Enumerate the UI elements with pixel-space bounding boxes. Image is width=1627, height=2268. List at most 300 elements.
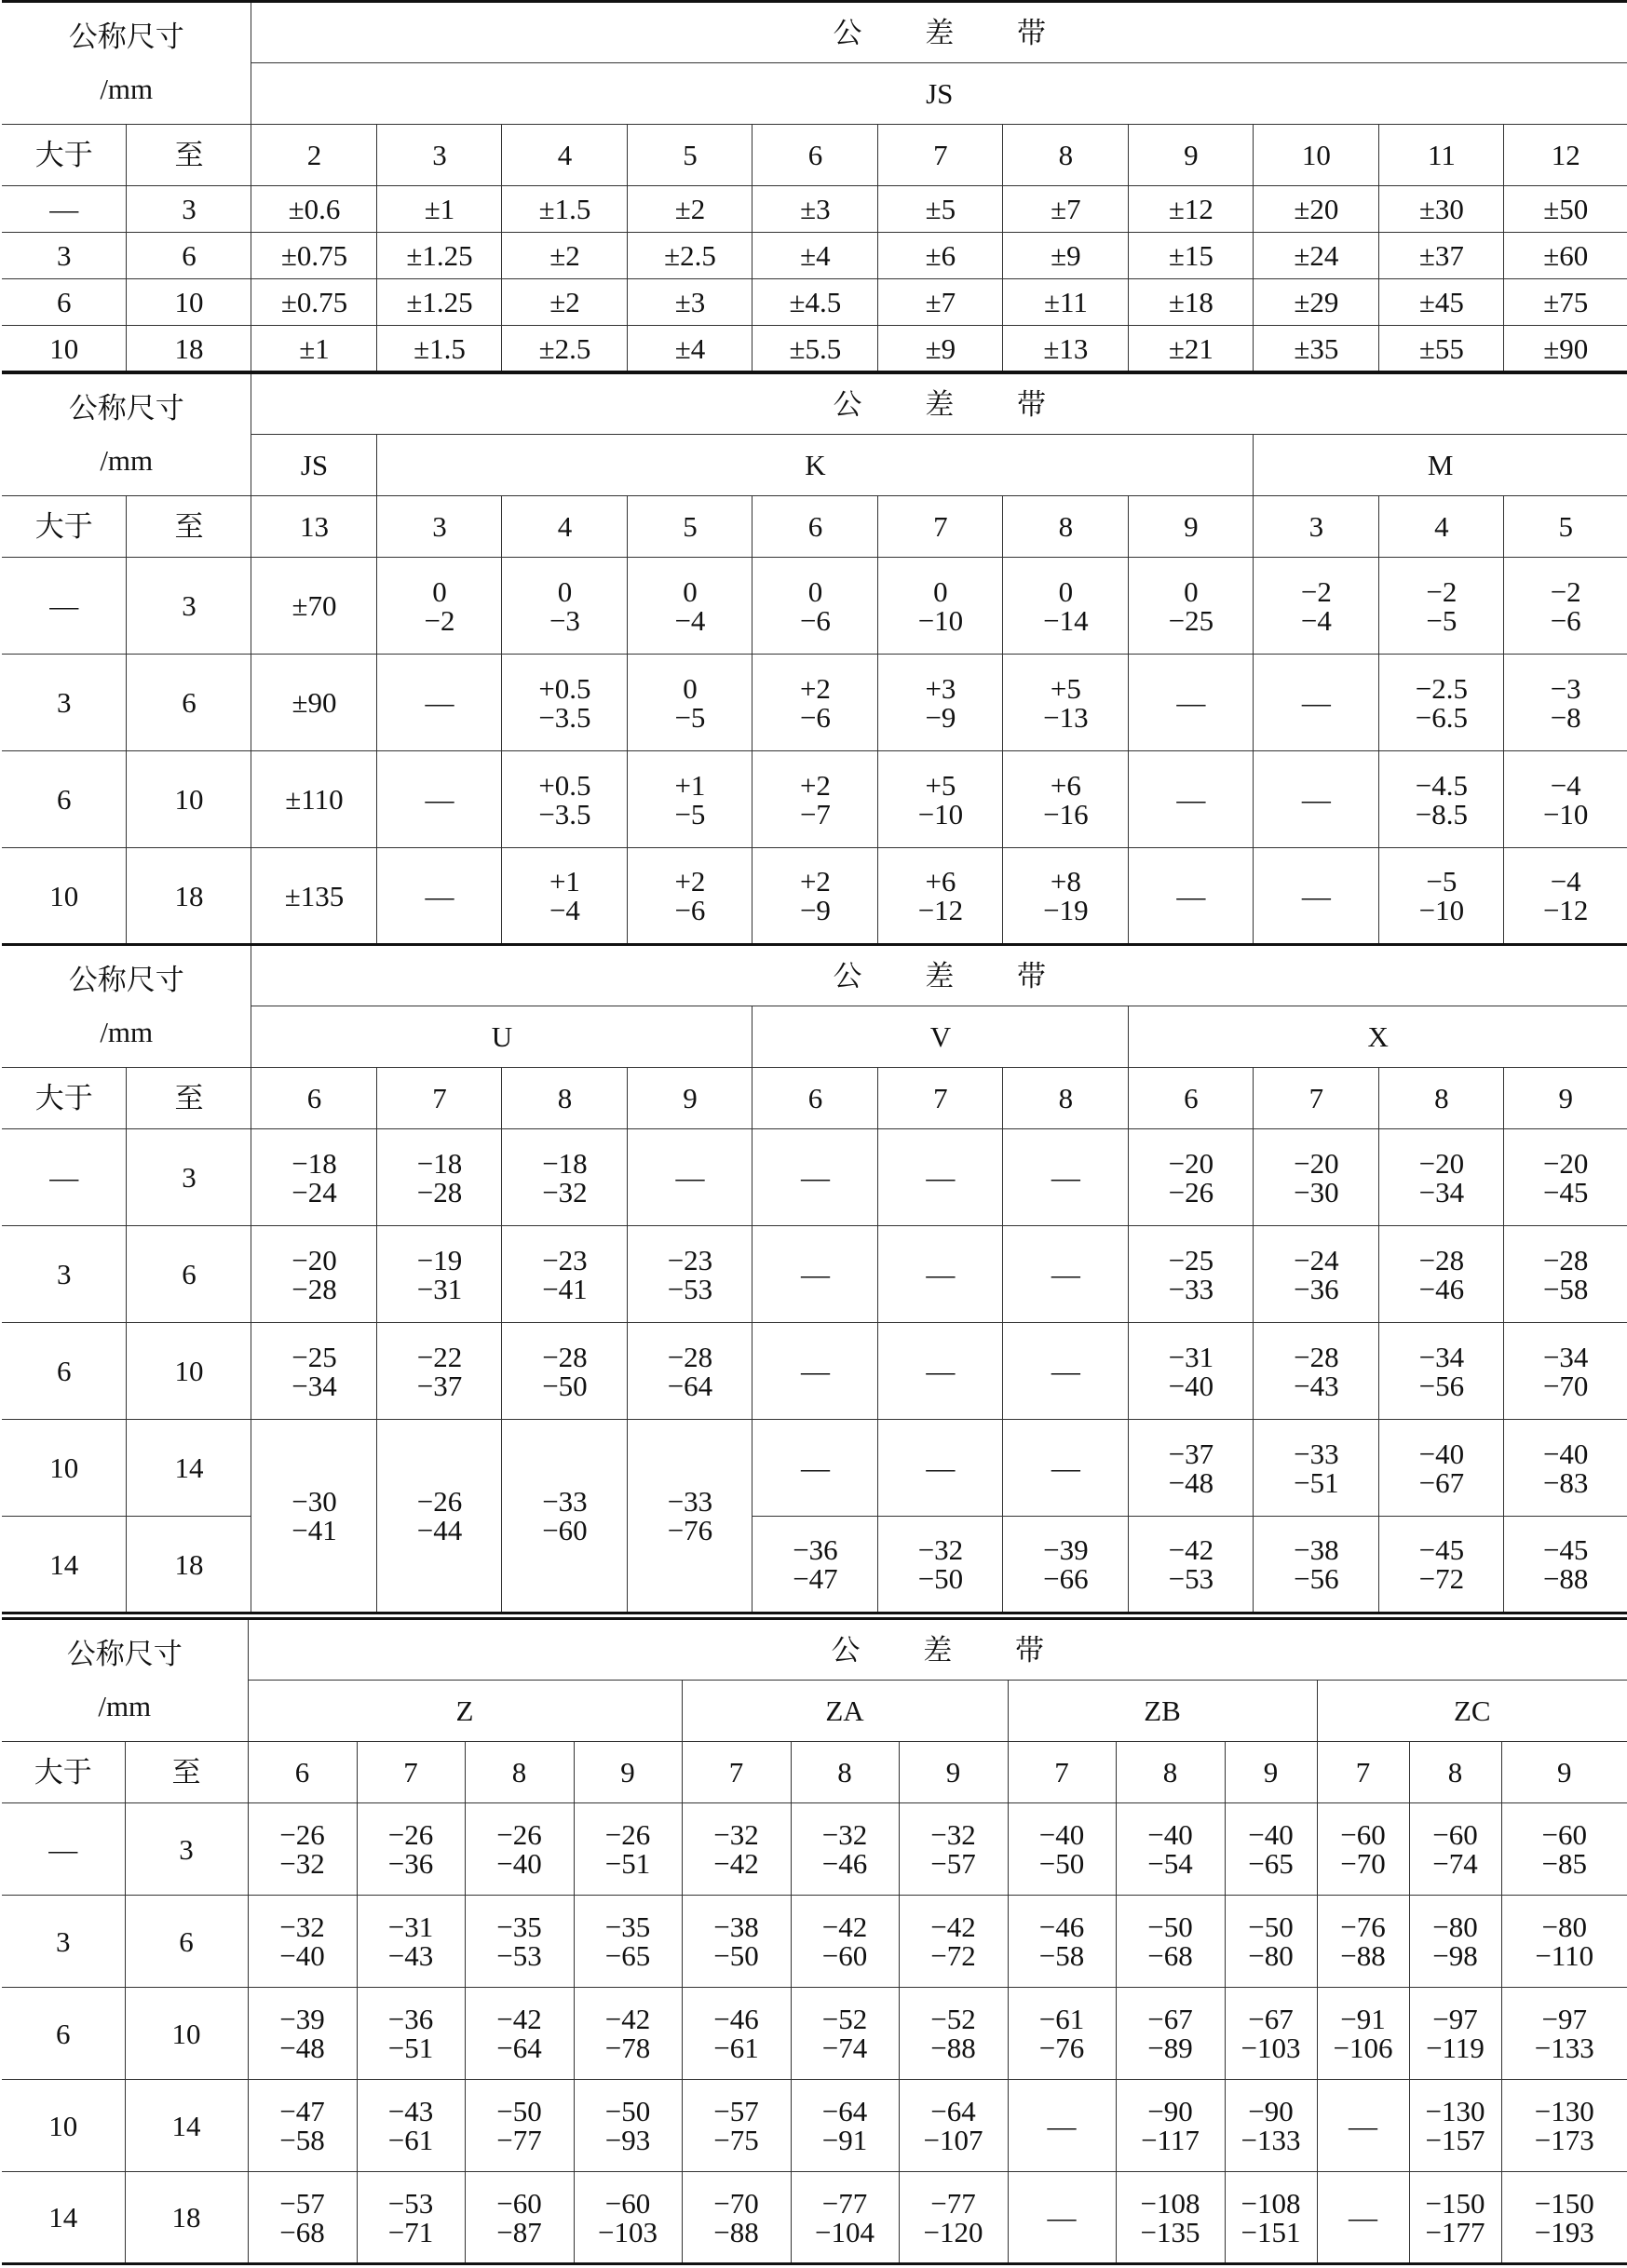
upper-deviation: −67 (1248, 2003, 1294, 2035)
upper-deviation: +2 (674, 865, 706, 898)
size-from: 3 (2, 1896, 125, 1988)
deviation-pair (1318, 1820, 1409, 1878)
upper-deviation: −97 (1432, 2003, 1478, 2035)
upper-deviation: −36 (793, 1533, 838, 1566)
tolerance-value: — (752, 1420, 878, 1517)
tolerance-value (248, 2080, 357, 2172)
table-row (2, 2080, 1627, 2172)
tolerance-value (1504, 1226, 1627, 1323)
deviation-pair (575, 1820, 682, 1878)
upper-deviation: +2 (799, 671, 831, 705)
grade-header: 2 (251, 125, 377, 186)
lower-deviation: −75 (713, 2124, 759, 2156)
tolerance-value (1129, 1517, 1254, 1613)
lower-deviation: −173 (1534, 2124, 1594, 2156)
tolerance-value (465, 2172, 574, 2264)
tolerance-value: ±4 (628, 326, 752, 372)
tolerance-value (1317, 1988, 1409, 2080)
deviation-pair (1254, 1340, 1378, 1402)
upper-deviation: −40 (1248, 1818, 1294, 1851)
lower-deviation: −51 (604, 1847, 651, 1880)
deviation-pair (792, 2186, 899, 2248)
lower-deviation: −68 (1147, 1939, 1193, 1972)
lower-deviation: −65 (1248, 1847, 1294, 1880)
tolerance-value (1116, 2172, 1225, 2264)
group-header-js: JS (251, 63, 1627, 125)
lower-deviation: −88 (930, 2032, 976, 2064)
deviation-pair (1254, 1243, 1378, 1305)
tolerance-value: ±2 (502, 279, 628, 326)
tolerance-value (1379, 655, 1504, 751)
upper-deviation: −20 (1294, 1146, 1339, 1180)
tolerance-value: ±2.5 (628, 233, 752, 279)
tolerance-value (1379, 1517, 1504, 1613)
deviation-pair (1410, 1820, 1501, 1878)
deviation-pair (358, 1820, 465, 1878)
deviation-pair (1379, 1243, 1503, 1305)
tolerance-value (1225, 1896, 1317, 1988)
tolerance-value (1409, 1803, 1501, 1896)
deviation-pair (900, 2186, 1008, 2248)
upper-deviation: −32 (917, 1533, 964, 1566)
lower-deviation: −6 (799, 700, 831, 734)
tolerance-value (502, 558, 628, 655)
lower-deviation: −12 (1542, 894, 1589, 926)
tolerance-value: — (878, 1129, 1003, 1226)
tolerance-value (752, 848, 878, 945)
grade-header: 8 (1003, 1068, 1129, 1129)
tolerance-value (1129, 1420, 1254, 1517)
upper-deviation: −108 (1140, 2186, 1200, 2220)
grade-header: 3 (377, 496, 502, 558)
deviation-pair (1003, 671, 1128, 734)
tolerance-value (465, 1896, 574, 1988)
tolerance-value (1225, 2172, 1317, 2264)
tolerance-value (1003, 751, 1129, 848)
upper-deviation: −28 (667, 1340, 713, 1373)
deviation-pair (1254, 1535, 1378, 1593)
deviation-pair (1009, 1820, 1116, 1878)
upper-deviation: −25 (1168, 1243, 1214, 1276)
deviation-pair (792, 2005, 899, 2062)
size-from: 6 (2, 1988, 125, 2080)
table-row (2, 1803, 1627, 1896)
deviation-pair (1117, 2005, 1225, 2062)
lower-deviation: −103 (598, 2215, 658, 2248)
nominal-size-header (2, 2, 251, 125)
deviation-pair (358, 2097, 465, 2154)
header-row-grades (2, 1742, 1627, 1803)
tolerance-value (1379, 1323, 1504, 1420)
deviation-pair (900, 2005, 1008, 2062)
tolerance-band-header: 公 差 带 (251, 373, 1627, 435)
deviation-pair (1117, 1820, 1225, 1878)
upper-deviation: −52 (821, 2003, 868, 2035)
tolerance-value (1129, 1323, 1254, 1420)
upper-deviation: −150 (1534, 2186, 1594, 2220)
upper-deviation: 0 (807, 574, 823, 608)
tolerance-value (574, 2172, 682, 2264)
size-from: 10 (2, 2080, 125, 2172)
grade-header: 7 (878, 496, 1003, 558)
upper-deviation: −57 (279, 2186, 325, 2220)
size-to: 3 (127, 558, 251, 655)
upper-deviation: −77 (930, 2186, 976, 2220)
upper-deviation: +6 (925, 865, 956, 898)
lower-deviation: −6 (799, 603, 831, 637)
lower-deviation: −12 (917, 894, 964, 926)
deviation-pair (466, 2005, 574, 2062)
tolerance-value: — (1129, 655, 1254, 751)
tolerance-value: ±4.5 (752, 279, 878, 326)
grade-header: 7 (878, 1068, 1003, 1129)
upper-deviation: −77 (821, 2186, 868, 2220)
tolerance-value (1003, 1517, 1129, 1613)
from-header: 大于 (2, 125, 127, 186)
to-header: 至 (127, 1068, 251, 1129)
tolerance-value (752, 751, 878, 848)
upper-deviation: −42 (604, 2003, 651, 2035)
deviation-pair (249, 2097, 357, 2154)
tolerance-value: ±18 (1129, 279, 1254, 326)
nominal-size-header (2, 373, 251, 496)
lower-deviation: −104 (815, 2215, 875, 2248)
group-header-zb: ZB (1008, 1681, 1317, 1742)
deviation-pair (878, 1535, 1002, 1593)
table-row (2, 1129, 1627, 1226)
deviation-pair (377, 1146, 501, 1208)
nominal-size-unit: /mm (100, 444, 154, 477)
lower-deviation: −34 (1418, 1175, 1465, 1208)
upper-deviation: −26 (387, 1818, 434, 1851)
deviation-pair (1226, 1820, 1317, 1878)
deviation-pair (628, 671, 752, 734)
lower-deviation: −16 (1043, 797, 1089, 830)
deviation-pair (1504, 1243, 1627, 1305)
deviation-pair (628, 1340, 752, 1402)
grade-header: 8 (1003, 496, 1129, 558)
lower-deviation: −44 (416, 1514, 463, 1546)
lower-deviation: −110 (1535, 1939, 1594, 1972)
tolerance-value (1504, 751, 1627, 848)
lower-deviation: −6 (1550, 603, 1581, 637)
lower-deviation: −106 (1333, 2032, 1393, 2064)
upper-deviation: −2 (1426, 574, 1458, 608)
grade-header: 9 (574, 1742, 682, 1803)
upper-deviation: −18 (542, 1146, 588, 1180)
tolerance-value: ±4 (752, 233, 878, 279)
deviation-pair (249, 2186, 357, 2248)
tolerance-value (502, 1226, 628, 1323)
tolerance-value: ±1.25 (377, 233, 502, 279)
upper-deviation: −40 (1542, 1437, 1589, 1470)
tolerance-value: ±55 (1379, 326, 1504, 372)
deviation-pair (878, 867, 1002, 925)
deviation-pair (502, 867, 627, 925)
tolerance-value: — (1008, 2172, 1116, 2264)
lower-deviation: −77 (496, 2124, 542, 2156)
deviation-pair (1117, 2186, 1225, 2248)
size-from: 6 (2, 1323, 127, 1420)
lower-deviation: −8.5 (1415, 797, 1469, 830)
upper-deviation: −39 (1043, 1533, 1089, 1566)
upper-deviation: −18 (292, 1146, 337, 1180)
header-row-grades (2, 496, 1627, 558)
grade-header: 7 (878, 125, 1003, 186)
grade-header: 7 (1008, 1742, 1116, 1803)
tolerance-value (791, 1803, 899, 1896)
tolerance-value (1129, 1129, 1254, 1226)
group-header-u: U (251, 1006, 752, 1068)
upper-deviation: −33 (1294, 1437, 1339, 1470)
tolerance-value (1003, 558, 1129, 655)
upper-deviation: −25 (292, 1340, 337, 1373)
lower-deviation: −3.5 (538, 797, 591, 830)
tolerance-value: ±45 (1379, 279, 1504, 326)
deviation-pair (1226, 2005, 1317, 2062)
deviation-pair (1379, 1439, 1503, 1497)
header-row-band (2, 1619, 1627, 1681)
lower-deviation: −4 (549, 894, 580, 926)
deviation-pair (358, 2005, 465, 2062)
tolerance-value (1379, 1420, 1504, 1517)
upper-deviation: −57 (713, 2095, 759, 2127)
upper-deviation: +3 (925, 671, 956, 705)
grade-header: 4 (1379, 496, 1504, 558)
upper-deviation: −53 (387, 2186, 434, 2220)
size-to: 14 (125, 2080, 248, 2172)
tolerance-value (628, 1323, 752, 1420)
deviation-pair (878, 768, 1002, 830)
tolerance-value (248, 1988, 357, 2080)
lower-deviation: −28 (292, 1272, 337, 1305)
lower-deviation: −47 (793, 1562, 838, 1595)
tolerance-value (791, 2080, 899, 2172)
upper-deviation: −18 (416, 1146, 463, 1180)
lower-deviation: −24 (292, 1175, 337, 1208)
size-to: 18 (127, 1517, 251, 1613)
upper-deviation: −76 (1340, 1910, 1386, 1943)
table-js-grades-2-12 (2, 0, 1627, 373)
tolerance-value: ±90 (1504, 326, 1627, 372)
deviation-pair (1009, 1912, 1116, 1970)
size-from: 6 (2, 279, 127, 326)
upper-deviation: −32 (821, 1818, 868, 1851)
tolerance-value: — (1254, 655, 1379, 751)
lower-deviation: −13 (1043, 700, 1089, 734)
tolerance-value: — (752, 1129, 878, 1226)
tolerance-value (465, 1988, 574, 2080)
deviation-pair (251, 1340, 376, 1402)
grade-header: 11 (1379, 125, 1504, 186)
header-row-band (2, 373, 1627, 435)
tolerance-value (628, 1226, 752, 1323)
upper-deviation: −130 (1534, 2095, 1594, 2127)
tolerance-value (1504, 1420, 1627, 1517)
lower-deviation: −5 (674, 700, 706, 734)
deviation-pair (1318, 2005, 1409, 2062)
upper-deviation: 0 (683, 671, 698, 705)
group-header-z: Z (248, 1681, 682, 1742)
deviation-pair (502, 1243, 627, 1305)
tolerance-value (1225, 1988, 1317, 2080)
tolerance-value (357, 2172, 465, 2264)
deviation-pair (1254, 574, 1378, 637)
to-header: 至 (127, 496, 251, 558)
nominal-size-header (2, 1619, 248, 1742)
tolerance-value (377, 1226, 502, 1323)
deviation-pair (752, 768, 877, 830)
tolerance-value (878, 848, 1003, 945)
lower-deviation: −58 (1038, 1939, 1085, 1972)
tolerance-band-header: 公 差 带 (251, 945, 1627, 1006)
lower-deviation: −50 (713, 1939, 759, 1972)
tolerance-value: ±20 (1254, 186, 1379, 233)
grade-header: 10 (1254, 125, 1379, 186)
grade-header: 7 (357, 1742, 465, 1803)
lower-deviation: −61 (713, 2032, 759, 2064)
grade-header: 4 (502, 496, 628, 558)
tolerance-value: ±1.5 (377, 326, 502, 372)
table-row (2, 1896, 1627, 1988)
tolerance-value (878, 655, 1003, 751)
tolerance-value (251, 1226, 377, 1323)
deviation-pair (1504, 1340, 1627, 1402)
deviation-pair (1504, 1439, 1627, 1497)
lower-deviation: −157 (1425, 2124, 1485, 2156)
grade-header: 7 (1254, 1068, 1379, 1129)
upper-deviation: −70 (713, 2186, 759, 2220)
upper-deviation: −20 (1418, 1146, 1465, 1180)
deviation-pair (628, 768, 752, 830)
size-from: 10 (2, 848, 127, 945)
lower-deviation: −4 (1300, 603, 1332, 637)
tolerance-value (502, 751, 628, 848)
lower-deviation: −76 (1038, 2032, 1085, 2064)
deviation-pair (358, 2186, 465, 2248)
upper-deviation: −23 (667, 1243, 713, 1276)
lower-deviation: −6 (674, 894, 706, 926)
tolerance-value (878, 1517, 1003, 1613)
size-from: — (2, 1129, 127, 1226)
deviation-pair (249, 1820, 357, 1878)
grade-header: 6 (752, 496, 878, 558)
lower-deviation: −78 (604, 2032, 651, 2064)
tolerance-value (628, 655, 752, 751)
lower-deviation: −80 (1248, 1939, 1294, 1972)
deviation-pair (1379, 574, 1503, 637)
deviation-pair (377, 1340, 501, 1402)
deviation-pair (1502, 2186, 1627, 2248)
table-row (2, 1988, 1627, 2080)
grade-header: 9 (1225, 1742, 1317, 1803)
tolerance-value (1409, 1896, 1501, 1988)
deviation-pair (683, 1912, 791, 1970)
deviation-pair (249, 2005, 357, 2062)
grade-header: 6 (752, 125, 878, 186)
deviation-pair (683, 2005, 791, 2062)
size-from: 10 (2, 1420, 127, 1517)
upper-deviation: −33 (542, 1485, 588, 1518)
tolerance-value: ±0.75 (251, 279, 377, 326)
lower-deviation: −93 (604, 2124, 651, 2156)
deviation-pair (1379, 1340, 1503, 1402)
lower-deviation: −53 (496, 1939, 542, 1972)
grade-header: 6 (1129, 1068, 1254, 1129)
tolerance-value (502, 1129, 628, 1226)
lower-deviation: −41 (292, 1514, 337, 1546)
size-to: 6 (125, 1896, 248, 1988)
upper-deviation: −42 (496, 2003, 542, 2035)
upper-deviation: −4.5 (1415, 768, 1469, 802)
lower-deviation: −56 (1294, 1562, 1339, 1595)
size-from: — (2, 558, 127, 655)
tolerance-value: — (1317, 2080, 1409, 2172)
deviation-pair (502, 1146, 627, 1208)
size-to: 10 (127, 279, 251, 326)
deviation-pair (1410, 2097, 1501, 2154)
upper-deviation: −42 (1168, 1533, 1214, 1566)
deviation-pair (1129, 1243, 1253, 1305)
deviation-pair (575, 1912, 682, 1970)
lower-deviation: −25 (1168, 603, 1214, 637)
lower-deviation: −42 (713, 1847, 759, 1880)
tolerance-value (752, 1517, 878, 1613)
tolerance-value (574, 1803, 682, 1896)
tolerance-value (1254, 1420, 1379, 1517)
lower-deviation: −88 (1340, 1939, 1386, 1972)
upper-deviation: +5 (1050, 671, 1081, 705)
tolerance-value (628, 558, 752, 655)
tolerance-value (1008, 1896, 1116, 1988)
tolerance-value (357, 1988, 465, 2080)
lower-deviation: −9 (799, 894, 831, 926)
deviation-pair (1379, 1146, 1503, 1208)
tolerance-value: — (1317, 2172, 1409, 2264)
tolerance-value (752, 558, 878, 655)
tolerance-value: ±2 (628, 186, 752, 233)
tolerance-value (1501, 2172, 1627, 2264)
upper-deviation: −23 (542, 1243, 588, 1276)
lower-deviation: −117 (1141, 2124, 1200, 2156)
deviation-pair (628, 867, 752, 925)
upper-deviation: −108 (1241, 2186, 1301, 2220)
lower-deviation: −34 (292, 1369, 337, 1402)
deviation-pair (1504, 671, 1627, 734)
upper-deviation: −34 (1418, 1340, 1465, 1373)
tolerance-value (1501, 1988, 1627, 2080)
header-row-grades (2, 1068, 1627, 1129)
tolerance-value (357, 1803, 465, 1896)
grade-header: 5 (628, 125, 752, 186)
deviation-pair (878, 671, 1002, 734)
group-header-js: JS (251, 435, 377, 496)
upper-deviation: +6 (1050, 768, 1081, 802)
lower-deviation: −50 (542, 1369, 588, 1402)
lower-deviation: −26 (1168, 1175, 1214, 1208)
tolerance-value: — (628, 1129, 752, 1226)
upper-deviation: −34 (1542, 1340, 1589, 1373)
upper-deviation: −28 (1542, 1243, 1589, 1276)
lower-deviation: −53 (667, 1272, 713, 1305)
upper-deviation: −64 (821, 2095, 868, 2127)
tolerance-value (1116, 1803, 1225, 1896)
tolerance-value: ±60 (1504, 233, 1627, 279)
tolerance-value (628, 848, 752, 945)
tolerance-value: ±9 (1003, 233, 1129, 279)
lower-deviation: −72 (930, 1939, 976, 1972)
tolerance-value: ±1 (251, 326, 377, 372)
